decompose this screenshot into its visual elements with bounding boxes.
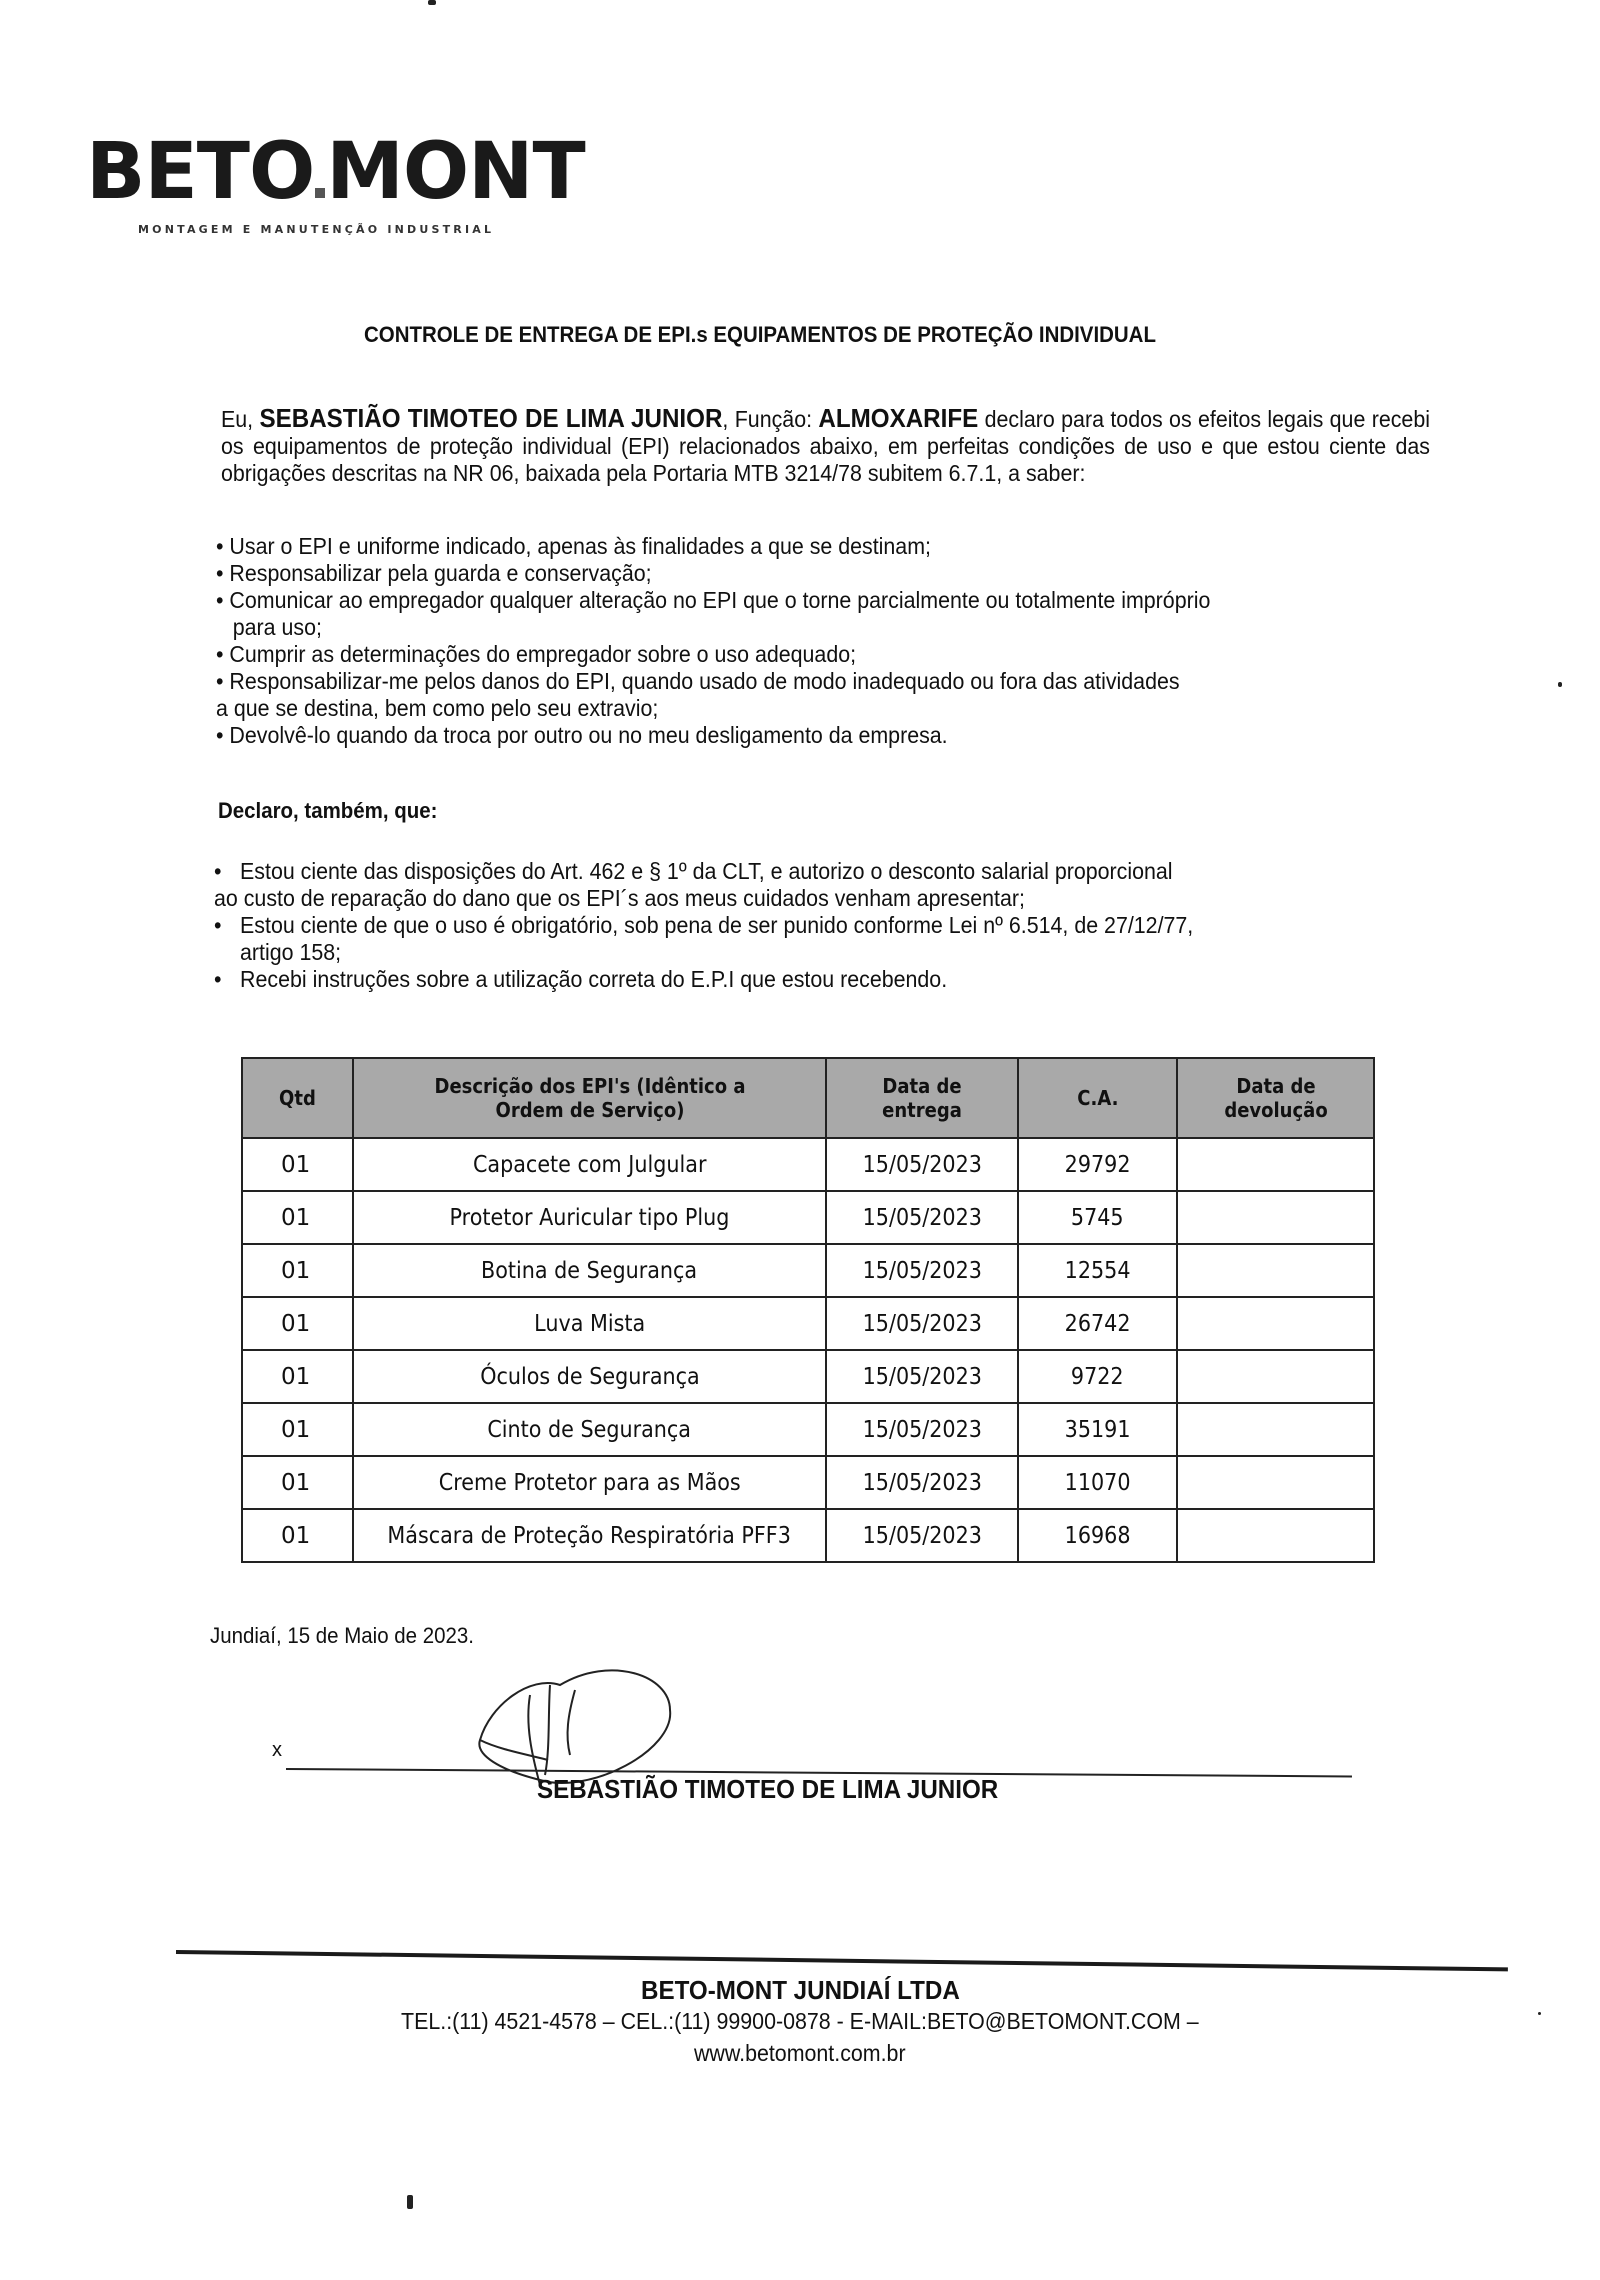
logo-dot-icon — [315, 188, 325, 198]
cell-descricao: Máscara de Proteção Respiratória PFF3 — [353, 1509, 826, 1562]
cell-descricao: Cinto de Segurança — [353, 1403, 826, 1456]
list-item: • Cumprir as determinações do empregador sobre o uso adequado; — [216, 641, 857, 667]
cell-ca: 5745 — [1018, 1191, 1177, 1244]
list-item-continuation: ao custo de reparação do dano que os EPI´s aos meus cuidados venham apresentar; — [214, 885, 1025, 911]
footer-divider — [176, 1950, 1508, 1971]
column-header-qtd: Qtd — [242, 1058, 353, 1138]
cell-qtd: 01 — [242, 1191, 353, 1244]
cell-data-devolucao — [1177, 1244, 1374, 1297]
column-header-ca: C.A. — [1018, 1058, 1177, 1138]
table-row — [242, 1350, 1374, 1403]
footer-website: www.betomont.com.br — [694, 2040, 906, 2066]
column-header-data-devolucao: Data de devolução — [1177, 1058, 1374, 1138]
obligations-list — [216, 533, 1444, 749]
cell-data-entrega: 15/05/2023 — [826, 1138, 1018, 1191]
signer-name: SEBASTIÃO TIMOTEO DE LIMA JUNIOR — [537, 1774, 999, 1804]
table-row — [242, 1403, 1374, 1456]
cell-qtd: 01 — [242, 1244, 353, 1297]
cell-data-entrega: 15/05/2023 — [826, 1350, 1018, 1403]
cell-ca: 12554 — [1018, 1244, 1177, 1297]
cell-ca: 16968 — [1018, 1509, 1177, 1562]
table-row — [242, 1191, 1374, 1244]
list-item: • Responsabilizar pela guarda e conservação; — [216, 560, 652, 586]
cell-ca: 11070 — [1018, 1456, 1177, 1509]
cell-qtd: 01 — [242, 1403, 353, 1456]
column-header-data-entrega: Data de entrega — [826, 1058, 1018, 1138]
scan-speck — [428, 0, 436, 5]
table-row — [242, 1297, 1374, 1350]
company-logo — [86, 127, 585, 236]
signature-x-mark: x — [272, 1739, 282, 1761]
list-item: • Comunicar ao empregador qualquer alteração no EPI que o torne parcialmente ou totalmente impróprio — [216, 587, 1211, 613]
footer-contact-info: TEL.:(11) 4521-4578 – CEL.:(11) 99900-0878 - E-MAIL:BETO@BETOMONT.COM – — [401, 2008, 1199, 2034]
list-item-continuation: para uso; — [232, 614, 322, 640]
column-header-descricao: Descrição dos EPI's (Idêntico a Ordem de Serviço) — [353, 1058, 826, 1138]
cell-data-devolucao — [1177, 1509, 1374, 1562]
logo-tagline: MONTAGEM E MANUTENÇÃO INDUSTRIAL — [138, 223, 495, 236]
cell-qtd: 01 — [242, 1456, 353, 1509]
list-item: • Devolvê-lo quando da troca por outro ou no meu desligamento da empresa. — [216, 722, 948, 748]
cell-data-entrega: 15/05/2023 — [826, 1456, 1018, 1509]
cell-descricao: Capacete com Julgular — [353, 1138, 826, 1191]
footer-company-name: BETO-MONT JUNDIAÍ LTDA — [640, 1975, 960, 2005]
cell-descricao: Luva Mista — [353, 1297, 826, 1350]
cell-qtd: 01 — [242, 1509, 353, 1562]
cell-data-entrega: 15/05/2023 — [826, 1509, 1018, 1562]
table-header-row — [242, 1058, 1374, 1138]
bullet-icon: • — [214, 912, 222, 938]
list-item-continuation: artigo 158; — [240, 939, 342, 965]
cell-qtd: 01 — [242, 1297, 353, 1350]
declarations-list — [214, 858, 1442, 993]
cell-data-entrega: 15/05/2023 — [826, 1297, 1018, 1350]
bullet-icon: • — [214, 858, 222, 884]
cell-qtd: 01 — [242, 1350, 353, 1403]
cell-descricao: Creme Protetor para as Mãos — [353, 1456, 826, 1509]
scan-speck — [1558, 682, 1562, 687]
cell-data-entrega: 15/05/2023 — [826, 1403, 1018, 1456]
scan-speck — [407, 2195, 413, 2209]
cell-descricao: Óculos de Segurança — [353, 1350, 826, 1403]
place-date: Jundiaí, 15 de Maio de 2023. — [210, 1623, 474, 1648]
list-item: • Usar o EPI e uniforme indicado, apenas às finalidades a que se destinam; — [216, 533, 931, 559]
list-item: • Estou ciente de que o uso é obrigatório, sob pena de ser punido conforme Lei nº 6.514, de 27/12/77, — [214, 912, 1194, 938]
document-title: CONTROLE DE ENTREGA DE EPI.s EQUIPAMENTOS DE PROTEÇÃO INDIVIDUAL — [364, 322, 1156, 347]
declaration-heading: Declaro, também, que: — [218, 798, 438, 823]
cell-data-entrega: 15/05/2023 — [826, 1244, 1018, 1297]
list-item: • Recebi instruções sobre a utilização correta do E.P.I que estou recebendo. — [214, 966, 948, 992]
cell-data-devolucao — [1177, 1456, 1374, 1509]
bullet-icon: • — [214, 966, 222, 992]
cell-data-devolucao — [1177, 1297, 1374, 1350]
cell-data-devolucao — [1177, 1191, 1374, 1244]
logo-wordmark: BETO MONT — [86, 127, 585, 217]
list-item: • Estou ciente das disposições do Art. 462 e § 1º da CLT, e autorizo o desconto salarial proporcional — [214, 858, 1173, 884]
table-row — [242, 1138, 1374, 1191]
list-item: • Responsabilizar-me pelos danos do EPI, quando usado de modo inadequado ou fora das atividades — [216, 668, 1180, 694]
cell-ca: 9722 — [1018, 1350, 1177, 1403]
cell-descricao: Botina de Segurança — [353, 1244, 826, 1297]
employee-role: ALMOXARIFE — [818, 403, 979, 433]
cell-qtd: 01 — [242, 1138, 353, 1191]
table-row — [242, 1244, 1374, 1297]
cell-data-devolucao — [1177, 1138, 1374, 1191]
cell-ca: 29792 — [1018, 1138, 1177, 1191]
cell-ca: 26742 — [1018, 1297, 1177, 1350]
cell-data-entrega: 15/05/2023 — [826, 1191, 1018, 1244]
cell-descricao: Protetor Auricular tipo Plug — [353, 1191, 826, 1244]
intro-paragraph: Eu, SEBASTIÃO TIMOTEO DE LIMA JUNIOR, Função: ALMOXARIFE declaro para todos os efeitos legais que recebi os equipamentos de proteção individual (EPI) relacionados abaixo, em perfeitas condições de uso e que estou ciente das obrigações descritas na NR 06, baixada pela Portaria MTB 3214/78 subitem 6.7.1, a saber: — [221, 403, 1430, 486]
table-row — [242, 1456, 1374, 1509]
cell-data-devolucao — [1177, 1403, 1374, 1456]
list-item-continuation: a que se destina, bem como pelo seu extravio; — [216, 695, 659, 721]
epi-delivery-table — [241, 1057, 1375, 1563]
table-row — [242, 1509, 1374, 1562]
cell-data-devolucao — [1177, 1350, 1374, 1403]
cell-ca: 35191 — [1018, 1403, 1177, 1456]
employee-name: SEBASTIÃO TIMOTEO DE LIMA JUNIOR — [259, 403, 723, 433]
